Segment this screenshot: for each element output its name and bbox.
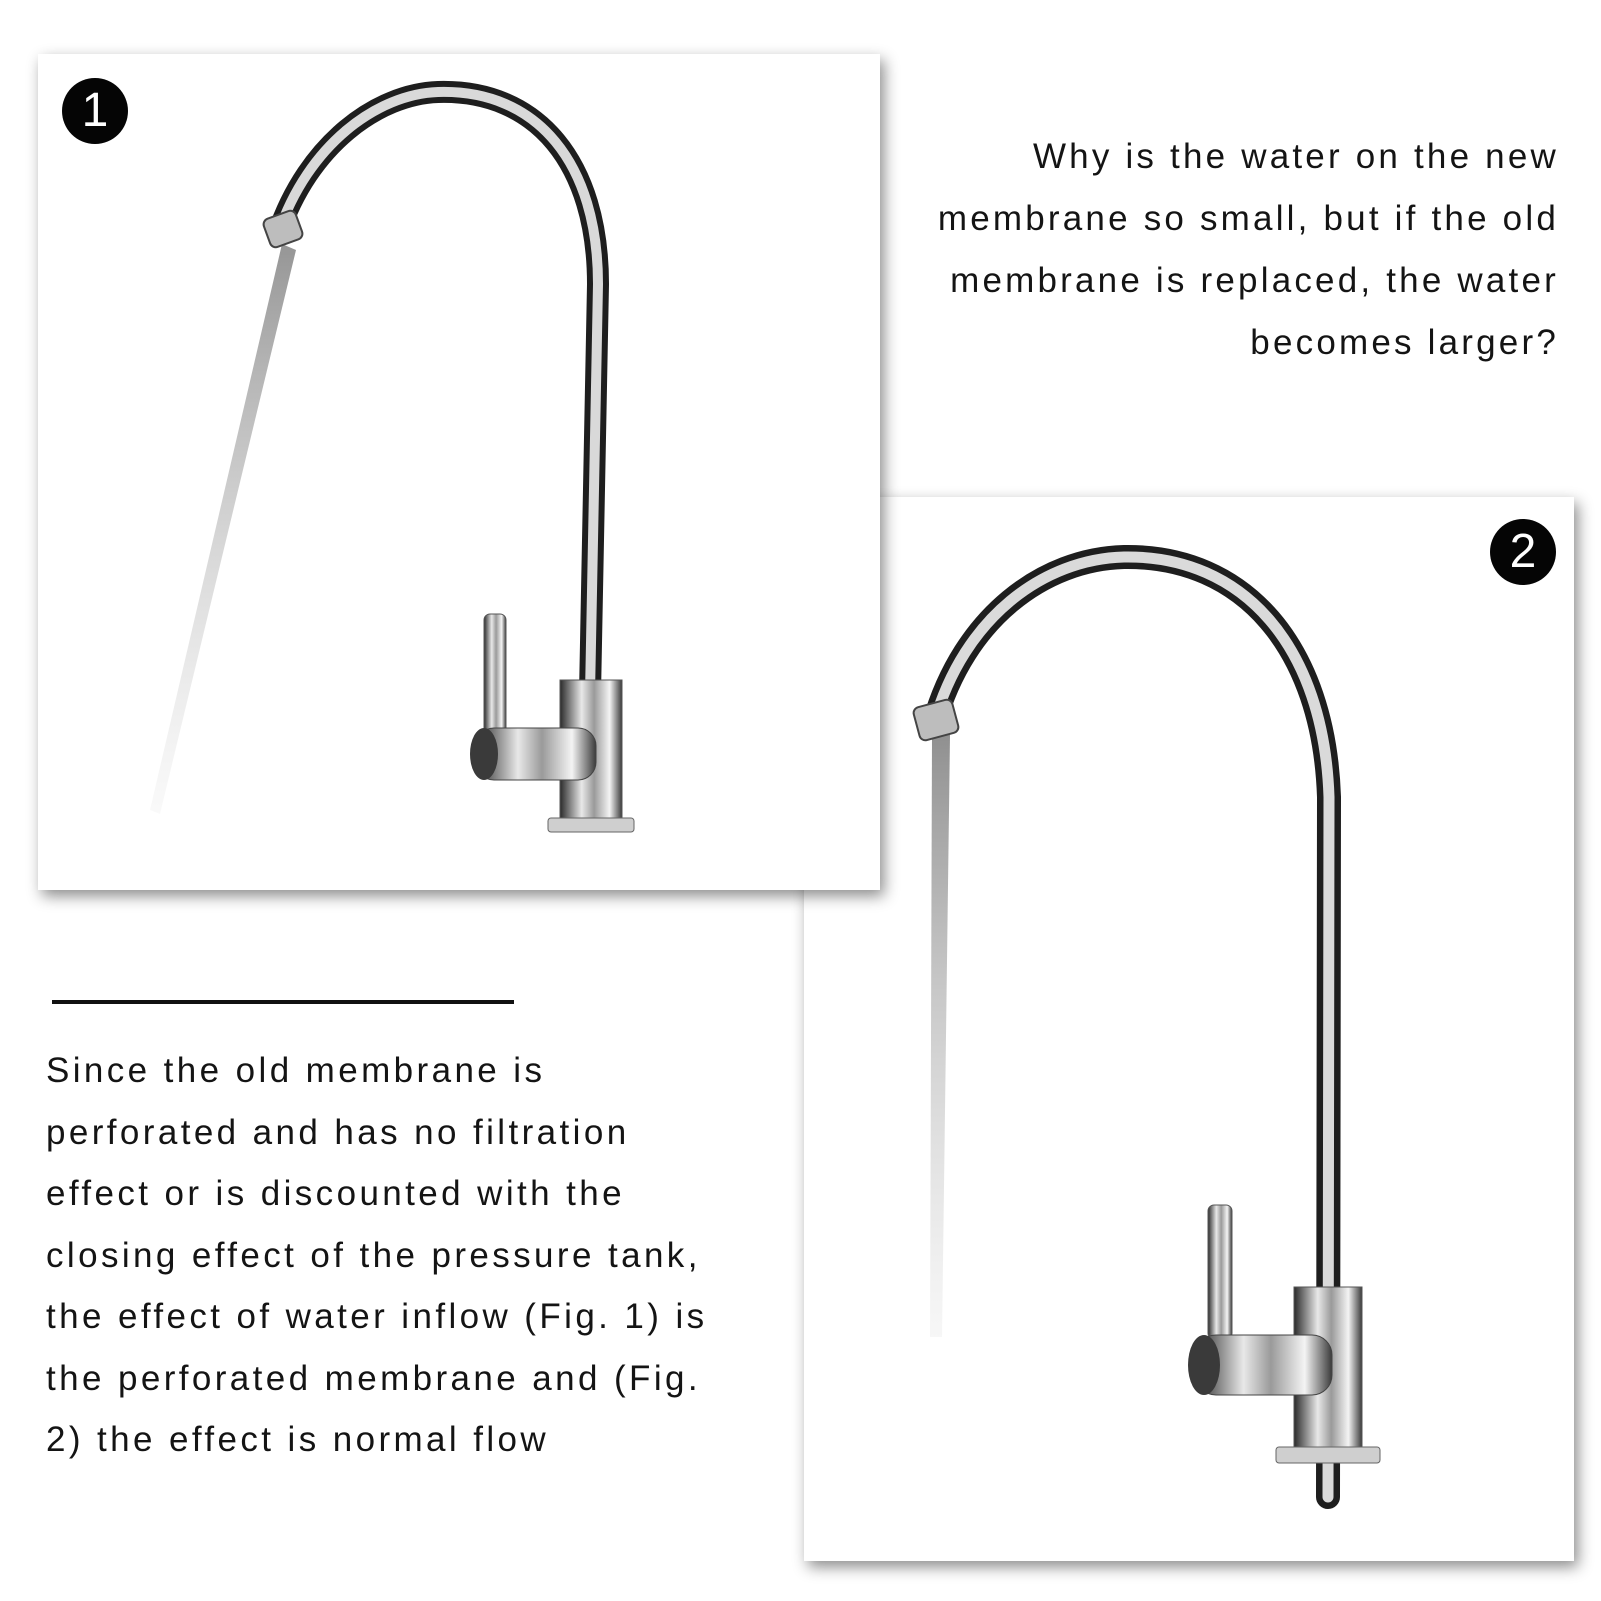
divider-line [52, 1000, 514, 1004]
answer-line: closing effect of the pressure tank, [46, 1235, 701, 1275]
question-line: Why is the water on the new [1032, 137, 1559, 176]
answer-text [46, 1040, 786, 1471]
water-stream [150, 244, 296, 814]
question-text [859, 126, 1559, 374]
answer-line: perforated and has no filtration [46, 1112, 630, 1152]
answer-line: the effect of water inflow (Fig. 1) is [46, 1297, 708, 1336]
figure-2-card [804, 497, 1574, 1561]
answer-line: the perforated membrane and (Fig. [46, 1358, 701, 1398]
question-line: membrane is replaced, the water [950, 261, 1559, 300]
figure-number-badge: 2 [1490, 519, 1556, 585]
faucet-icon [38, 54, 880, 890]
answer-line: effect or is discounted with the [46, 1174, 625, 1213]
answer-line: 2) the effect is normal flow [46, 1420, 550, 1459]
question-line: membrane so small, but if the old [937, 199, 1559, 238]
answer-line: Since the old membrane is [46, 1051, 546, 1090]
figure-number-badge: 1 [62, 78, 128, 144]
water-stream [930, 735, 950, 1337]
faucet-icon [804, 497, 1574, 1561]
figure-1-card [38, 54, 880, 890]
question-line: becomes larger? [1250, 323, 1559, 362]
